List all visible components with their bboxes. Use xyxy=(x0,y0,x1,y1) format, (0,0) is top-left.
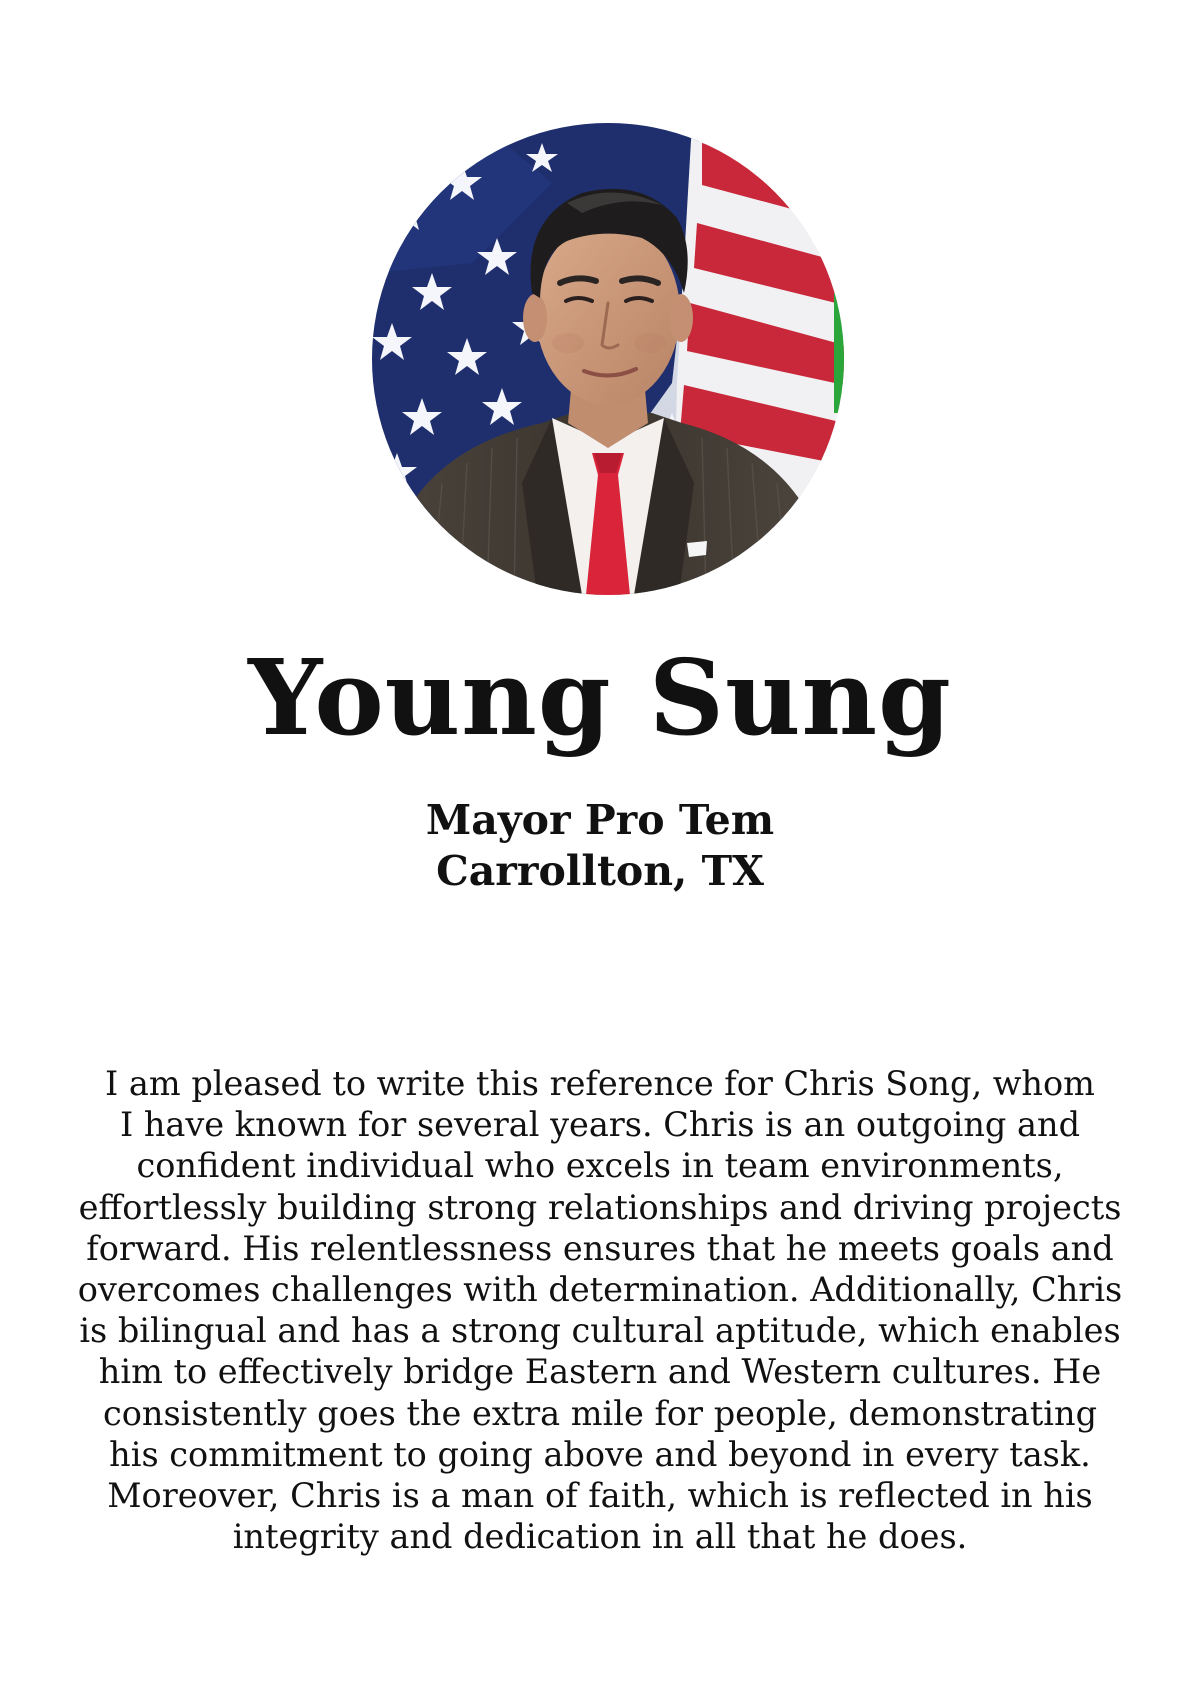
portrait-illustration xyxy=(372,123,844,595)
person-location: Carrollton, TX xyxy=(436,847,764,895)
reference-line: is bilingual and has a strong cultural aptitude, which enables xyxy=(79,1311,1121,1351)
reference-line: integrity and dedication in all that he does. xyxy=(232,1517,968,1557)
reference-line: consistently goes the extra mile for people, demonstrating xyxy=(102,1393,1098,1433)
person-role: Mayor Pro Tem xyxy=(425,796,775,844)
reference-text xyxy=(60,1063,1140,1557)
reference-line: his commitment to going above and beyond in every task. xyxy=(109,1434,1091,1474)
reference-line: forward. His relentlessness ensures that he meets goals and xyxy=(86,1228,1114,1268)
reference-line: I am pleased to write this reference for Chris Song, whom xyxy=(105,1064,1095,1103)
reference-line: effortlessly building strong relationships and driving projects xyxy=(78,1187,1122,1227)
reference-line: overcomes challenges with determination. Additionally, Chris xyxy=(77,1270,1123,1310)
reference-line: Moreover, Chris is a man of faith, which is reflected in his xyxy=(107,1476,1093,1516)
reference-line: I have known for several years. Chris is an outgoing and xyxy=(119,1105,1081,1145)
reference-line: him to effectively bridge Eastern and Western cultures. He xyxy=(98,1352,1102,1392)
person-name: Young Sung xyxy=(248,636,952,759)
portrait-photo xyxy=(372,123,844,595)
reference-line: confident individual who excels in team environments, xyxy=(136,1146,1064,1186)
